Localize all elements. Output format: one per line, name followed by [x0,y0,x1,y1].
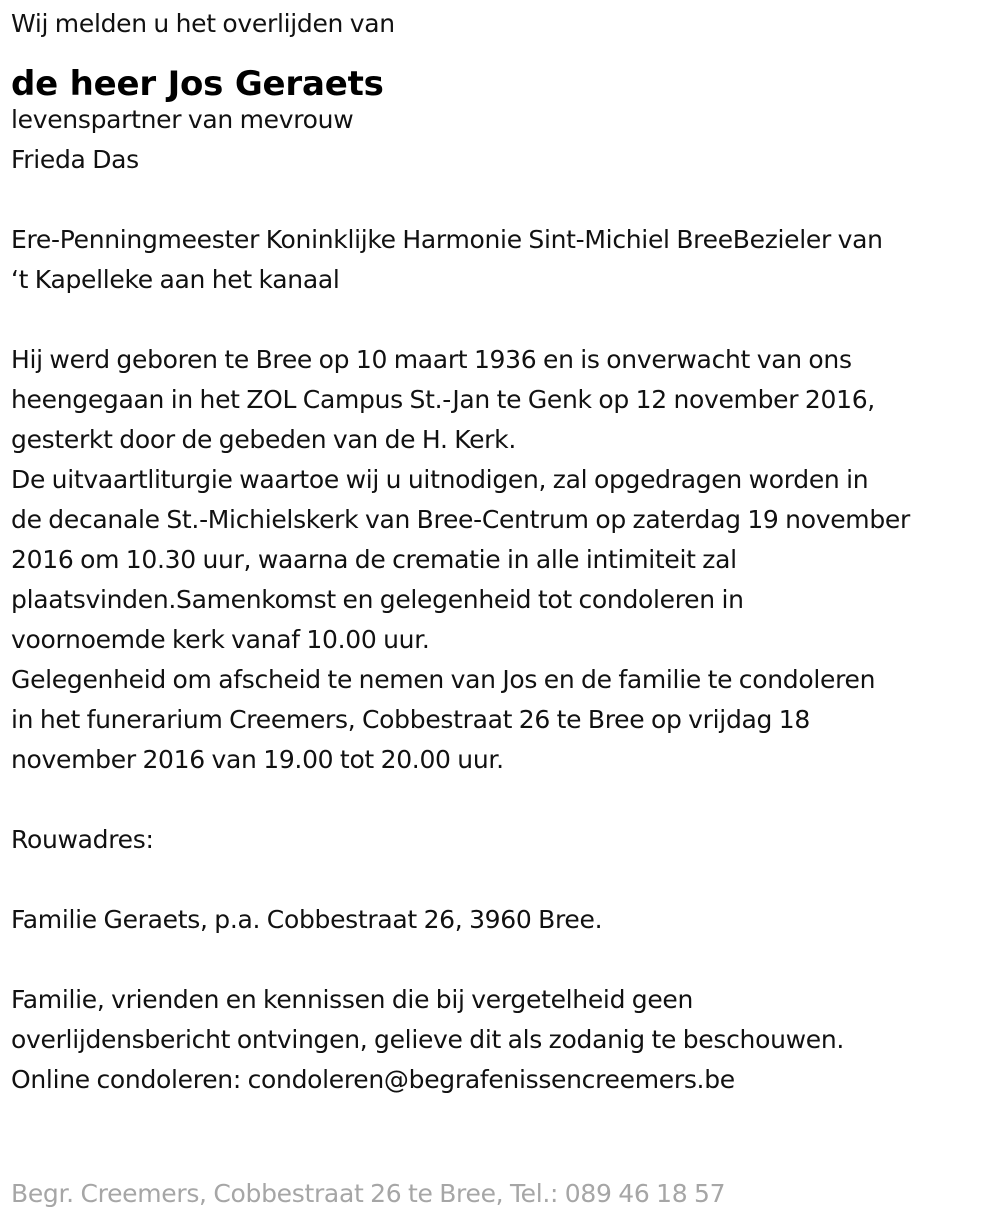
funeral-home-footer: Begr. Creemers, Cobbestraat 26 te Bree, Tel.: 089 46 18 57 [11,1179,726,1208]
death-notice [11,4,996,1100]
closing-line: Familie, vrienden en kennissen die bij vergetelheid geen [11,985,694,1014]
titles-line-1: Ere-Penningmeester Koninklijke Harmonie Sint-Michiel BreeBezieler van [11,225,883,254]
body-line: in het funerarium Creemers, Cobbestraat 26 te Bree op vrijdag 18 [11,705,810,734]
body-line: 2016 om 10.30 uur, waarna de crematie in alle intimiteit zal [11,545,737,574]
body-line: heengegaan in het ZOL Campus St.-Jan te Genk op 12 november 2016, [11,385,875,414]
body-line: Gelegenheid om afscheid te nemen van Jos en de familie te condoleren [11,665,876,694]
address-value: Familie Geraets, p.a. Cobbestraat 26, 3960 Bree. [11,905,603,934]
address-label: Rouwadres: [11,825,154,854]
spacer [11,940,996,980]
partner-line-1: levenspartner van mevrouw [11,105,354,134]
intro-text: Wij melden u het overlijden van [11,9,395,38]
titles-line-2: ‘t Kapelleke aan het kanaal [11,265,340,294]
body-line: november 2016 van 19.00 tot 20.00 uur. [11,745,504,774]
spacer [11,860,996,900]
body-line: plaatsvinden.Samenkomst en gelegenheid tot condoleren in [11,585,744,614]
body-line: Hij werd geboren te Bree op 10 maart 1936 en is onverwacht van ons [11,345,852,374]
body-line: gesterkt door de gebeden van de H. Kerk. [11,425,516,454]
body-line: voornoemde kerk vanaf 10.00 uur. [11,625,430,654]
deceased-name: de heer Jos Geraets [11,64,384,104]
spacer [11,780,996,820]
partner-line-2: Frieda Das [11,145,139,174]
online-condolence-line: Online condoleren: condoleren@begrafenissencreemers.be [11,1065,735,1094]
closing-line: overlijdensbericht ontvingen, gelieve dit als zodanig te beschouwen. [11,1025,845,1054]
body-line: De uitvaartliturgie waartoe wij u uitnodigen, zal opgedragen worden in [11,465,869,494]
spacer [11,300,996,340]
spacer [11,180,996,220]
body-line: de decanale St.-Michielskerk van Bree-Centrum op zaterdag 19 november [11,505,910,534]
